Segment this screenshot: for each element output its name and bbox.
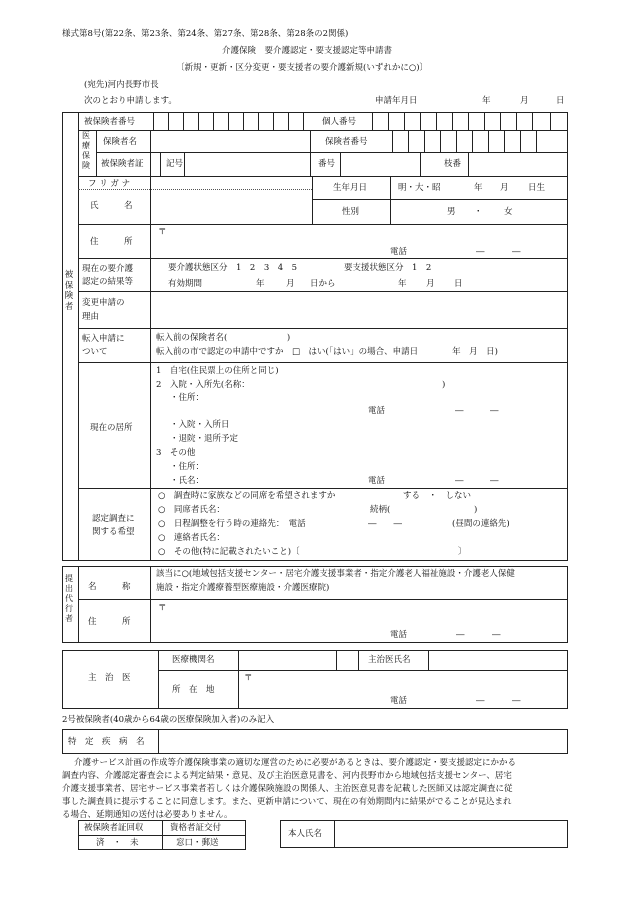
name-label: 氏 名 bbox=[90, 201, 133, 211]
validity-from-month: 月 bbox=[286, 279, 295, 289]
other-dash-2: ― bbox=[490, 476, 499, 486]
facility-dash-2: ― bbox=[490, 406, 499, 416]
other-name-label: ・氏名： bbox=[170, 476, 205, 486]
physician-dash-1: ― bbox=[476, 696, 485, 706]
personal-number-label: 個人番号 bbox=[322, 117, 357, 127]
birth-year: 年 bbox=[474, 183, 483, 193]
contact-phone-label[interactable]: ○ 日程調整を行う時の連絡先： 電話 bbox=[158, 519, 306, 529]
location-label: 所 在 地 bbox=[172, 685, 215, 695]
personal-number-field[interactable] bbox=[372, 112, 568, 130]
agent-phone-label: 電話 bbox=[390, 630, 408, 640]
validity-to-year: 年 bbox=[398, 279, 407, 289]
care-level-options[interactable]: 要介護状態区分 1 2 3 4 5 bbox=[168, 263, 298, 273]
validity-label: 有効期間 bbox=[168, 279, 203, 289]
agent-address-field[interactable] bbox=[150, 599, 568, 643]
phone-dash-2: ― bbox=[512, 247, 521, 257]
agent-name-label: 名 称 bbox=[88, 582, 131, 592]
attendee-name-label[interactable]: ○ 同席者氏名： bbox=[158, 505, 225, 515]
insurer-name-label: 保険者名 bbox=[103, 137, 138, 147]
furigana-label: フ リ ガ ナ bbox=[88, 179, 131, 189]
residence-option-facility[interactable]: 2 入院・入所先(名称： bbox=[156, 380, 250, 390]
validity-from-day: 日から bbox=[310, 279, 336, 289]
insured-number-label: 被保険者番号 bbox=[84, 117, 136, 127]
gender-male[interactable]: 男 bbox=[447, 207, 456, 217]
name-field[interactable] bbox=[150, 189, 312, 224]
agent-address-label: 住 所 bbox=[88, 617, 131, 627]
consent-text-3: 介護支援事業者、居宅サービス事業者若しくは介護保険施設の関係人、主治医意見書を記載した医師又は認定調査に従 bbox=[62, 784, 513, 794]
agent-side-label: 提出代行者 bbox=[65, 574, 73, 623]
admission-date-label: ・入院・入所日 bbox=[170, 420, 230, 430]
facility-phone-label: 電話 bbox=[368, 406, 386, 416]
other-phone-label: 電話 bbox=[368, 476, 386, 486]
physician-postal-mark: 〒 bbox=[244, 673, 253, 683]
relationship-paren: ) bbox=[474, 505, 478, 515]
physician-phone-label: 電話 bbox=[390, 696, 408, 706]
postal-mark: 〒 bbox=[158, 227, 167, 237]
form-title: 介護保険 要介護認定・要支援認定等申請書 bbox=[222, 46, 393, 56]
birth-era[interactable]: 明・大・昭 bbox=[398, 183, 441, 193]
result-label-2: 認定の結果等 bbox=[82, 277, 134, 287]
facility-paren: ) bbox=[442, 380, 446, 390]
consent-text-1: 介護サービス計画の作成等介護保険事業の適切な運営のために必要があるときは、要介護認定・要支援認定にかかる bbox=[74, 758, 517, 768]
birth-day: 日生 bbox=[528, 183, 546, 193]
address-field[interactable] bbox=[150, 224, 568, 258]
survey-label-2: 関する希望 bbox=[92, 527, 135, 537]
insurer-name-field[interactable] bbox=[150, 130, 310, 152]
residence-option-home[interactable]: 1 自宅(住民票上の住所と同じ) bbox=[156, 366, 279, 376]
daytime-contact-note: (昼間の連絡先) bbox=[452, 519, 510, 529]
card-collection-status[interactable]: 済 ・ 未 bbox=[96, 838, 139, 848]
gender-label: 性別 bbox=[342, 207, 360, 217]
agent-type-options[interactable]: 該当に○(地域包括支援センター・居宅介護支援事業者・指定介護老人福祉施設・介護老人保健 bbox=[156, 569, 515, 579]
branch-field[interactable] bbox=[468, 152, 568, 176]
insurer-number-label: 保険者番号 bbox=[325, 137, 368, 147]
addressee: (宛先)河内長野市長 bbox=[84, 80, 159, 90]
card-number-field[interactable] bbox=[340, 152, 420, 176]
residence-label: 現在の居所 bbox=[90, 423, 133, 433]
applicant-name-label: 本人氏名 bbox=[288, 829, 323, 839]
number-label: 番号 bbox=[318, 159, 336, 169]
relationship-label[interactable]: 続柄( bbox=[370, 505, 391, 515]
insured-card-label: 被保険者証 bbox=[101, 159, 144, 169]
specific-disease-field[interactable] bbox=[158, 729, 568, 754]
institution-field[interactable] bbox=[238, 650, 336, 670]
agent-postal-mark: 〒 bbox=[158, 603, 167, 613]
previous-insurer[interactable]: 転入前の保険者名( ) bbox=[156, 333, 291, 343]
application-type: 〔新規・更新・区分変更・要支援者の要介護新規(いずれかに○)〕 bbox=[176, 63, 429, 73]
contact-person-label[interactable]: ○ 連絡者氏名： bbox=[158, 533, 225, 543]
birth-date-label: 生年月日 bbox=[333, 183, 368, 193]
physician-name-field[interactable] bbox=[428, 650, 568, 670]
physician-dash-2: ― bbox=[512, 696, 521, 706]
validity-to-day: 日 bbox=[454, 279, 463, 289]
gender-female[interactable]: 女 bbox=[504, 207, 513, 217]
agent-type-options-2[interactable]: 施設・指定介護療養型医療施設・介護医療院) bbox=[156, 583, 330, 593]
other-dash-1: ― bbox=[455, 476, 464, 486]
facility-address-label: ・住所： bbox=[170, 393, 205, 403]
other-address-label: ・住所： bbox=[170, 462, 205, 472]
form-number: 様式第8号(第22条、第23条、第24条、第27条、第28条、第28条の2関係) bbox=[62, 29, 349, 39]
agent-dash-2: ― bbox=[492, 630, 501, 640]
change-reason-field[interactable] bbox=[150, 291, 568, 328]
discharge-date-label: ・退院・退所予定 bbox=[170, 434, 239, 444]
symbol-label: 記号 bbox=[166, 159, 184, 169]
other-notes-label[interactable]: ○ その他(特に記載されたいこと)〔 bbox=[158, 547, 300, 557]
specific-disease-label: 特 定 疾 病 名 bbox=[68, 737, 145, 747]
insured-side-label: 被保険者 bbox=[64, 270, 74, 312]
date-day: 日 bbox=[556, 96, 565, 106]
certificate-issue-method[interactable]: 窓口・郵送 bbox=[176, 838, 219, 848]
physician-label: 主 治 医 bbox=[88, 673, 131, 683]
gender-separator: ・ bbox=[474, 207, 483, 217]
support-level-options[interactable]: 要支援状態区分 1 2 bbox=[344, 263, 432, 273]
change-reason-label: 変更申請の bbox=[82, 298, 125, 308]
category2-note: 2号被保険者(40歳から64歳の医療保険加入者)のみ記入 bbox=[62, 715, 275, 725]
physician-name-label: 主治医氏名 bbox=[368, 655, 411, 665]
residence-option-other[interactable]: 3 その他 bbox=[156, 448, 196, 458]
contact-phone-dashes: ― ― bbox=[368, 519, 403, 529]
furigana-field[interactable] bbox=[150, 176, 312, 189]
insurer-number-field[interactable] bbox=[392, 130, 568, 152]
other-notes-bracket: 〕 bbox=[458, 547, 467, 557]
intro-text: 次のとおり申請します。 bbox=[84, 96, 177, 106]
attendance-question: ○ 調査時に家族などの同席を希望されますか bbox=[158, 491, 336, 501]
date-month: 月 bbox=[520, 96, 529, 106]
phone-label: 電話 bbox=[390, 247, 408, 257]
branch-label: 枝番 bbox=[444, 159, 462, 169]
institution-label: 医療機関名 bbox=[172, 655, 215, 665]
consent-text-5: る場合、延期通知の送付は必要ありません。 bbox=[62, 810, 233, 820]
previous-application-pending[interactable]: 転入前の市で認定の申請中ですか □ はい(「はい」の場合、申請日 年 月 日) bbox=[156, 347, 498, 357]
phone-dash-1: ― bbox=[476, 247, 485, 257]
validity-from-year: 年 bbox=[256, 279, 265, 289]
symbol-field[interactable] bbox=[184, 152, 310, 176]
facility-dash-1: ― bbox=[455, 406, 464, 416]
application-date-label: 申請年月日 bbox=[375, 96, 418, 106]
survey-label: 認定調査に bbox=[92, 514, 135, 524]
transfer-label-2: ついて bbox=[82, 347, 108, 357]
agent-dash-1: ― bbox=[456, 630, 465, 640]
change-reason-label-2: 理由 bbox=[82, 312, 100, 322]
consent-text-2: 調査内容、介護認定審査会による判定結果・意見、及び主治医意見書を、河内長野市から地域包括支援センター、居宅 bbox=[62, 771, 512, 781]
result-label: 現在の要介護 bbox=[82, 264, 134, 274]
consent-text-4: 事した調査員に提示することに同意します。また、更新申請について、現在の有効期間内に結果がでることが見込まれ bbox=[62, 797, 512, 807]
medical-insurance-label: 医療保険 bbox=[82, 131, 90, 170]
card-collection-label: 被保険者証回収 bbox=[84, 823, 144, 833]
certificate-issue-label: 資格者証交付 bbox=[170, 823, 222, 833]
validity-to-month: 月 bbox=[426, 279, 435, 289]
date-year: 年 bbox=[482, 96, 491, 106]
transfer-label: 転入申請に bbox=[82, 334, 125, 344]
applicant-name-field[interactable] bbox=[334, 820, 568, 848]
attendance-options[interactable]: する ・ しない bbox=[403, 491, 472, 501]
address-label: 住 所 bbox=[90, 237, 133, 247]
birth-month: 月 bbox=[500, 183, 509, 193]
